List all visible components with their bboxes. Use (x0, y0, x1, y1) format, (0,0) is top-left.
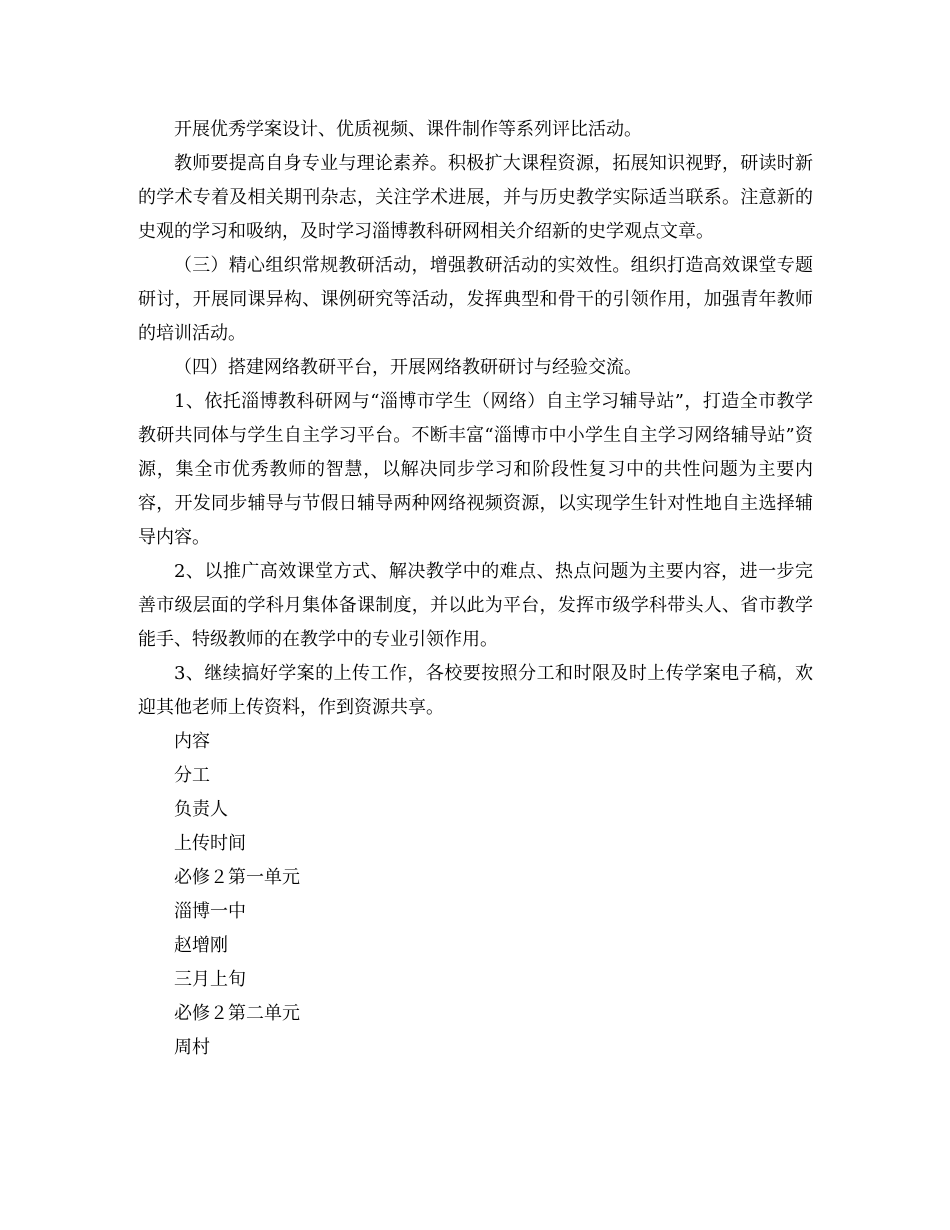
table-cell-person: 赵增刚 (174, 935, 228, 956)
paragraph-teacher-literacy: 教师要提高自身专业与理论素养。积极扩大课程资源，拓展知识视野，研读时新的学术专着及相关期刊杂志，关注学术进展，并与历史教学实际适当联系。注意新的史观的学习和吸纳，及时学习淄博教科研网相关介绍新的史学观点文章。 (138, 153, 813, 242)
paragraph-evaluation-activities: 开展优秀学案设计、优质视频、课件制作等系列评比活动。 (174, 119, 642, 140)
table-header-content: 内容 (174, 731, 210, 752)
table-cell-unit: 必修２第一单元 (174, 867, 300, 888)
paragraph-item-1: 1、依托淄博教科研网与“淄博市学生（网络）自主学习辅导站”，打造全市教学教研共同体与学生自主学习平台。不断丰富“淄博市中小学生自主学习网络辅导站”资源，集全市优秀教师的智慧，以解决同步学习和阶段性复习中的共性问题为主要内容，开发同步辅导与节假日辅导两种网络视频资源，以实现学生针对性地自主选择辅导内容。 (138, 391, 813, 548)
table-header-upload-time: 上传时间 (174, 833, 246, 854)
paragraph-section-four: （四）搭建网络教研平台，开展网络教研研讨与经验交流。 (174, 357, 642, 378)
table-cell-school: 淄博一中 (174, 901, 246, 922)
table-cell-time: 三月上旬 (174, 969, 246, 990)
document-body (138, 113, 813, 1065)
paragraph-item-2: 2、以推广高效课堂方式、解决教学中的难点、热点问题为主要内容，进一步完善市级层面的学科月集体备课制度，并以此为平台，发挥市级学科带头人、省市教学能手、特级教师的在教学中的专业引领作用。 (138, 561, 813, 650)
paragraph-item-3: 3、继续搞好学案的上传工作，各校要按照分工和时限及时上传学案电子稿，欢迎其他老师上传资料，作到资源共享。 (138, 663, 813, 718)
paragraph-section-three: （三）精心组织常规教研活动，增强教研活动的实效性。组织打造高效课堂专题研讨，开展同课异构、课例研究等活动，发挥典型和骨干的引领作用，加强青年教师的培训活动。 (138, 255, 813, 344)
table-cell-unit: 必修２第二单元 (174, 1003, 300, 1024)
table-header-person: 负责人 (174, 799, 228, 820)
table-header-division: 分工 (174, 765, 210, 786)
table-cell-school: 周村 (174, 1037, 210, 1058)
